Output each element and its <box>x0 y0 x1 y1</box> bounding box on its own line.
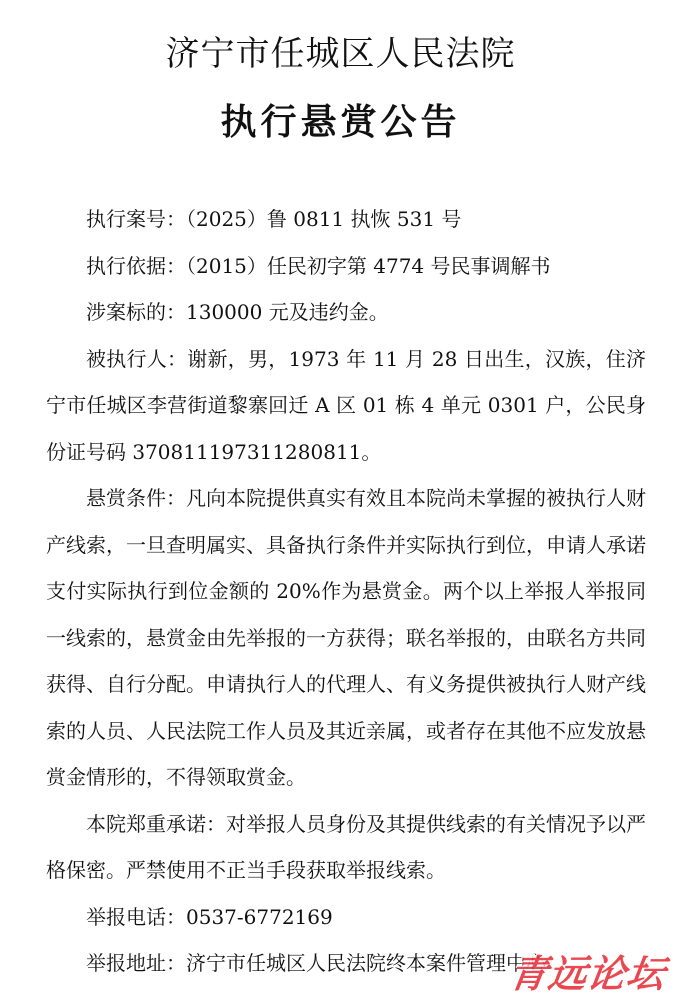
court-promise-text: 对举报人员身份及其提供线索的有关情况予以严格保密。严禁使用不正当手段获取举报线索。 <box>46 811 646 882</box>
report-phone-label: 举报电话： <box>86 904 186 929</box>
report-address-value: 济宁市任城区人民法院终本案件管理中心 <box>186 951 546 975</box>
debtor-details: 谢新，男，1973 年 11 月 28 日出生，汉族，住济宁市任城区李营街道黎寨回迁 A 区 01 栋 4 单元 0301 户，公民身份证号码 370811197311280811。 <box>46 346 646 464</box>
notice-body <box>46 196 646 987</box>
execution-basis-label: 执行依据： <box>86 253 186 278</box>
reward-conditions-paragraph <box>46 475 646 801</box>
execution-basis-value: （2015）任民初字第 4774 号民事调解书 <box>186 253 551 278</box>
debtor-label: 被执行人： <box>86 346 188 371</box>
execution-basis-line <box>46 243 646 290</box>
reward-conditions-text: 凡向本院提供真实有效且本院尚未掌握的被执行人财产线索，一旦查明属实、具备执行条件并实际执行到位，申请人承诺支付实际执行到位金额的 20%作为悬赏金。两个以上举报人举报同一线索的，悬赏金由先举报的一方获得；联名举报的，由联名方共同获得、自行分配。申请执行人的代理人、有义务提供被执行人财产线索的人员、人民法院工作人员及其近亲属，或者存在其他不应发放悬赏金情形的，不得领取赏金。 <box>46 486 646 789</box>
notice-title: 执行悬赏公告 <box>220 101 461 143</box>
debtor-paragraph <box>46 336 646 476</box>
report-phone-value: 0537-6772169 <box>186 904 333 929</box>
case-number-line <box>46 196 646 243</box>
report-address-label: 举报地址： <box>86 951 186 975</box>
case-number-value: （2025）鲁 0811 执恢 531 号 <box>186 207 462 231</box>
court-promise-label: 本院郑重承诺： <box>86 811 226 836</box>
subject-amount-value: 130000 元及违约金。 <box>186 300 389 324</box>
subject-amount-label: 涉案标的： <box>86 300 186 324</box>
forum-watermark: 青远论坛 <box>506 951 669 996</box>
report-phone-line <box>46 894 646 941</box>
court-promise-paragraph <box>46 801 646 894</box>
court-name: 济宁市任城区人民法院 <box>165 34 516 74</box>
subject-amount-line <box>46 289 646 336</box>
case-number-label: 执行案号： <box>86 207 186 231</box>
reward-conditions-label: 悬赏条件： <box>86 486 186 510</box>
